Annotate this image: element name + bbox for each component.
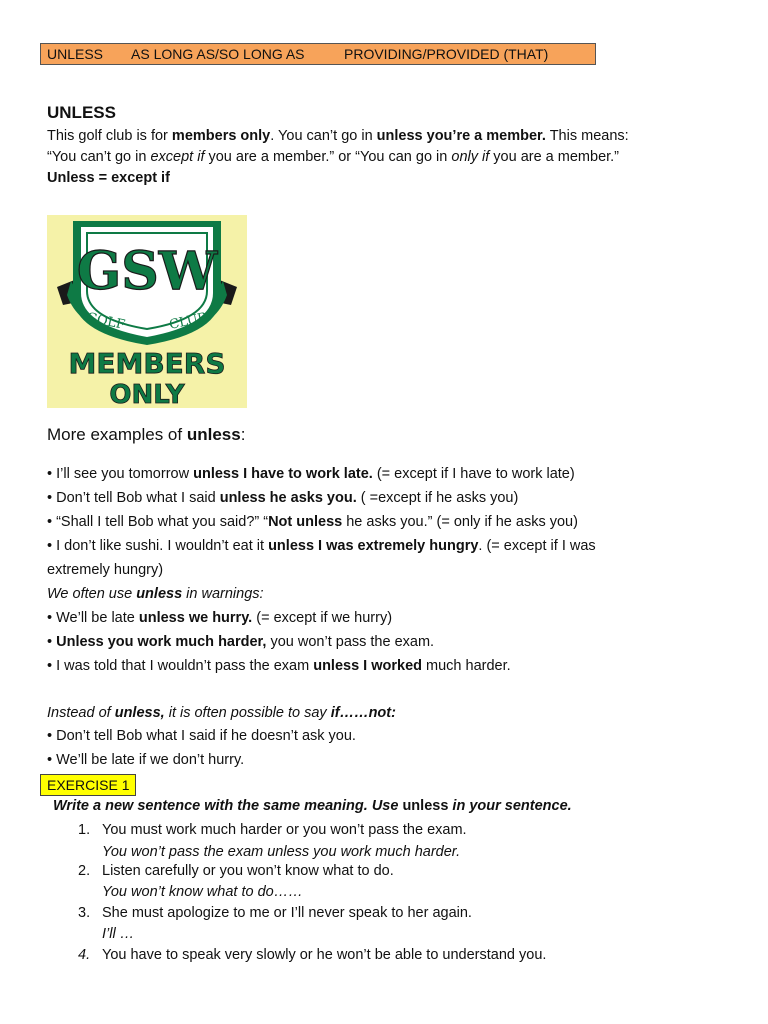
intro-text: you are a member.” or “You can go in <box>204 149 452 165</box>
example-item <box>47 535 596 557</box>
exercise-number: 1. <box>78 822 91 838</box>
intro-bold: unless you’re a member. <box>376 128 546 144</box>
intro-line-1 <box>47 127 629 146</box>
more-examples-heading <box>47 425 245 445</box>
example-item <box>47 487 518 509</box>
topic-tab-as-long-as: AS LONG AS/SO LONG AS <box>131 46 305 62</box>
instead-item: • We’ll be late if we don’t hurry. <box>47 752 245 768</box>
exercise-number: 2. <box>78 863 91 879</box>
logo-initials: GSW <box>76 241 218 302</box>
example-text: • “Shall I tell Bob what you said?” “ <box>47 514 269 530</box>
exercise-prompt: You have to speak very slowly or he won’t be able to understand you. <box>102 947 547 963</box>
heading-text: More examples of <box>47 425 187 444</box>
exercise-answer: I’ll … <box>102 926 135 942</box>
topic-tabs-bar <box>40 43 596 65</box>
example-item <box>47 463 575 485</box>
instead-intro-text: Instead of <box>47 705 115 721</box>
intro-text: This means: <box>545 128 629 144</box>
intro-text: . You can’t go in <box>270 128 377 144</box>
golf-club-members-only-logo <box>47 215 247 408</box>
logo-club-text: CLUB <box>167 310 209 333</box>
intro-line-2 <box>47 148 619 167</box>
warning-text: (= except if we hurry) <box>252 610 393 626</box>
instead-intro-text: it is often possible to say <box>164 705 331 721</box>
logo-golf-text: GOLF <box>85 310 127 333</box>
warning-item <box>47 607 392 629</box>
exercise-number: 4. <box>78 947 91 963</box>
instruction-text: Write a new sentence with the same meaning. Use <box>53 798 403 814</box>
logo-members-text: MEMBERS <box>68 347 226 380</box>
heading-bold: unless <box>186 425 241 444</box>
warnings-intro-bold: unless <box>136 586 183 602</box>
intro-text: This golf club is for <box>47 128 172 144</box>
example-text: • Don’t tell Bob what I said <box>47 490 220 506</box>
intro-bold: members only <box>171 128 271 144</box>
example-text: (= except if I have to work late) <box>372 466 575 482</box>
intro-italic: only if <box>451 149 490 165</box>
warnings-intro <box>47 583 264 605</box>
warning-item <box>47 631 434 653</box>
section-heading: UNLESS <box>47 103 116 122</box>
exercise-number: 3. <box>78 905 91 921</box>
warning-text: • I was told that I wouldn’t pass the exam <box>47 658 314 674</box>
example-text: • I’ll see you tomorrow <box>47 466 194 482</box>
warning-text: • <box>47 634 57 650</box>
warning-item <box>47 655 511 677</box>
instead-intro-bold: unless, <box>114 705 165 721</box>
warning-bold: unless we hurry. <box>138 610 253 626</box>
warnings-intro-text: in warnings: <box>182 586 264 602</box>
instruction-text: in your sentence. <box>448 798 572 814</box>
intro-text: you are a member.” <box>489 149 620 165</box>
topic-tab-providing: PROVIDING/PROVIDED (THAT) <box>344 46 549 62</box>
exercise-label: EXERCISE 1 <box>40 774 136 796</box>
example-bold: unless he asks you. <box>219 490 357 506</box>
warning-bold: unless I worked <box>313 658 423 674</box>
example-text: . (= except if I was <box>478 538 596 554</box>
logo-only-text: ONLY <box>109 380 185 408</box>
exercise-instruction <box>53 797 572 816</box>
intro-definition: Unless = except if <box>47 170 170 186</box>
exercise-prompt: She must apologize to me or I’ll never speak to her again. <box>102 905 472 921</box>
topic-tab-unless: UNLESS <box>47 46 104 62</box>
intro-italic: except if <box>150 149 205 165</box>
instead-item: • Don’t tell Bob what I said if he doesn’t ask you. <box>47 728 356 744</box>
example-bold: Not unless <box>268 514 343 530</box>
example-bold: unless I was extremely hungry <box>268 538 479 554</box>
example-item <box>47 511 578 533</box>
warning-text: much harder. <box>422 658 511 674</box>
exercise-answer: You won’t pass the exam unless you work much harder. <box>102 844 461 860</box>
intro-text: “You can’t go in <box>47 149 151 165</box>
exercise-prompt: You must work much harder or you won’t pass the exam. <box>102 822 467 838</box>
warning-bold: Unless you work much harder, <box>56 634 267 650</box>
instead-intro-bold: if……not: <box>330 705 396 721</box>
example-continuation: extremely hungry) <box>47 562 164 578</box>
example-text: ( =except if he asks you) <box>356 490 519 506</box>
instruction-keyword: unless <box>402 798 449 814</box>
instead-intro <box>47 702 396 724</box>
exercise-answer: You won’t know what to do…… <box>102 884 303 900</box>
exercise-prompt: Listen carefully or you won’t know what to do. <box>102 863 394 879</box>
warning-text: you won’t pass the exam. <box>266 634 435 650</box>
example-bold: unless I have to work late. <box>193 466 373 482</box>
example-text: • I don’t like sushi. I wouldn’t eat it <box>47 538 269 554</box>
warning-text: • We’ll be late <box>47 610 139 626</box>
warnings-intro-text: We often use <box>47 586 137 602</box>
example-text: he asks you.” (= only if he asks you) <box>342 514 578 530</box>
heading-text: : <box>240 425 246 444</box>
